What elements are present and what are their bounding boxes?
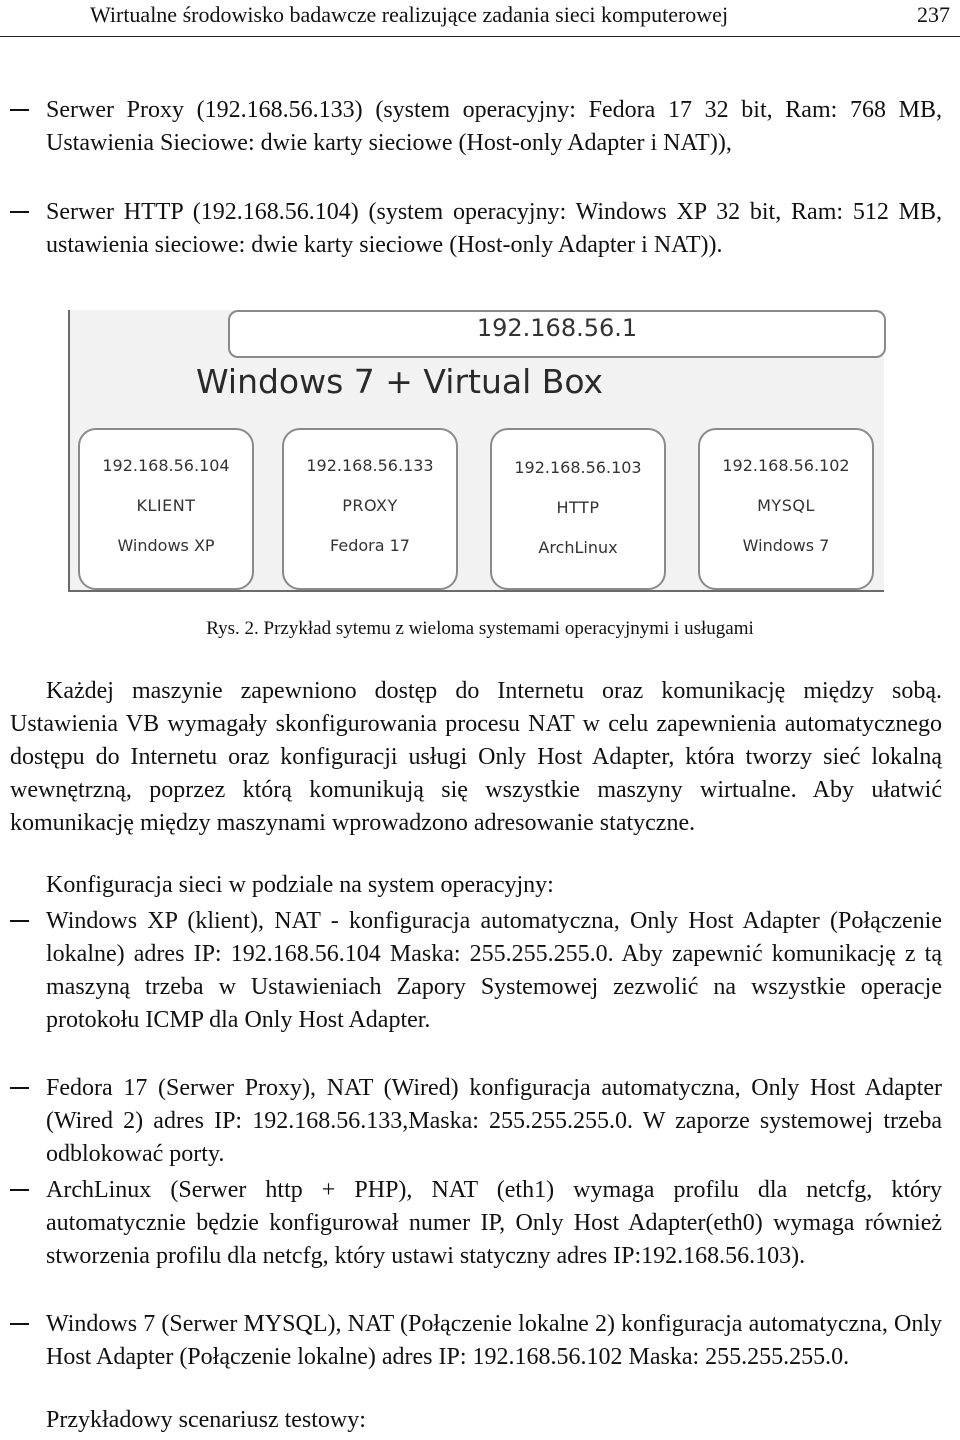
body-paragraph: Każdej maszynie zapewniono dostęp do Internetu oraz komunikację między sobą. Ustawienia VB wymagały skonfigurowania procesu NAT w celu zapewnienia automatycznego dostępu do Internetu oraz konfiguracji usługi Only Host Adapter, która tworzy sieć lokalną wewnętrzną, poprzez którą komunikują się wszystkie maszyny wirtualne. Aby ułatwić komunikację między maszynami wprowadzono adresowanie statyczne.	[10, 678, 942, 836]
dash-bullet	[10, 1189, 29, 1191]
figure-caption: Rys. 2. Przykład sytemu z wieloma systemami operacyjnymi i usługami	[206, 618, 754, 639]
vm-ip: 192.168.56.133	[306, 456, 434, 475]
dash-bullet	[10, 920, 29, 922]
list-item-text: Windows XP (klient), NAT - konfiguracja automatyczna, Only Host Adapter (Połączenie lokalne) adres IP: 192.168.56.104 Maska: 255.255.255.0. Aby zapewnić komunikację z tą maszyną trzeba w Ustawieniach Zapory Systemowej zezwolić na wszystkie operacje protokołu ICMP dla Only Host Adapter.	[46, 908, 942, 1033]
vm-os: Fedora 17	[330, 536, 410, 555]
scenario-heading: Przykładowy scenariusz testowy:	[46, 1407, 366, 1433]
config-heading: Konfiguracja sieci w podziale na system operacyjny:	[46, 872, 554, 898]
list-item-text: ArchLinux (Serwer http + PHP), NAT (eth1) wymaga profilu dla netcfg, który automatycznie będzie konfigurował numer IP, Only Host Adapter(eth0) wymaga również stworzenia profilu dla netcfg, który ustawi statyczny adres IP:192.168.56.103).	[46, 1177, 942, 1269]
vm-os: Windows 7	[742, 536, 830, 555]
vm-role: MYSQL	[757, 496, 815, 515]
vm-role: HTTP	[556, 498, 600, 517]
vm-ip: 192.168.56.104	[102, 456, 230, 475]
vm-box-klient	[78, 428, 254, 590]
vm-ip: 192.168.56.102	[722, 456, 850, 475]
vm-os: ArchLinux	[538, 538, 618, 557]
vm-box-http	[490, 428, 666, 590]
page-number: 237	[917, 2, 950, 27]
vm-role: KLIENT	[136, 496, 196, 515]
dash-bullet	[10, 1323, 29, 1325]
list-item-text: Serwer HTTP (192.168.56.104) (system operacyjny: Windows XP 32 bit, Ram: 512 MB, ustawienia sieciowe: dwie karty sieciowe (Host-only Adapter i NAT)).	[46, 199, 942, 258]
vm-box-mysql	[698, 428, 874, 590]
network-diagram	[68, 310, 884, 592]
header-title: Wirtualne środowisko badawcze realizujące zadania sieci komputerowej	[90, 2, 729, 27]
host-ip-box	[228, 310, 886, 358]
vm-box-proxy	[282, 428, 458, 590]
list-item-text: Windows 7 (Serwer MYSQL), NAT (Połączenie lokalne 2) konfiguracja automatyczna, Only Host Adapter (Połączenie lokalne) adres IP: 192.168.56.102 Maska: 255.255.255.0.	[46, 1311, 942, 1370]
dash-bullet	[10, 1087, 29, 1089]
vm-role: PROXY	[342, 496, 398, 515]
dash-bullet	[10, 109, 29, 111]
list-item-text: Fedora 17 (Serwer Proxy), NAT (Wired) konfiguracja automatyczna, Only Host Adapter (Wired 2) adres IP: 192.168.56.133,Maska: 255.255.255.0. W zaporze systemowej trzeba odblokować porty.	[46, 1075, 942, 1167]
vm-os: Windows XP	[117, 536, 215, 555]
host-ip: 192.168.56.1	[476, 314, 638, 342]
dash-bullet	[10, 211, 29, 213]
host-title: Windows 7 + Virtual Box	[196, 362, 604, 401]
list-item-text: Serwer Proxy (192.168.56.133) (system operacyjny: Fedora 17 32 bit, Ram: 768 MB, Ustawienia Sieciowe: dwie karty sieciowe (Host-only Adapter i NAT)),	[46, 97, 942, 156]
vm-ip: 192.168.56.103	[514, 458, 642, 477]
running-header	[0, 0, 960, 37]
